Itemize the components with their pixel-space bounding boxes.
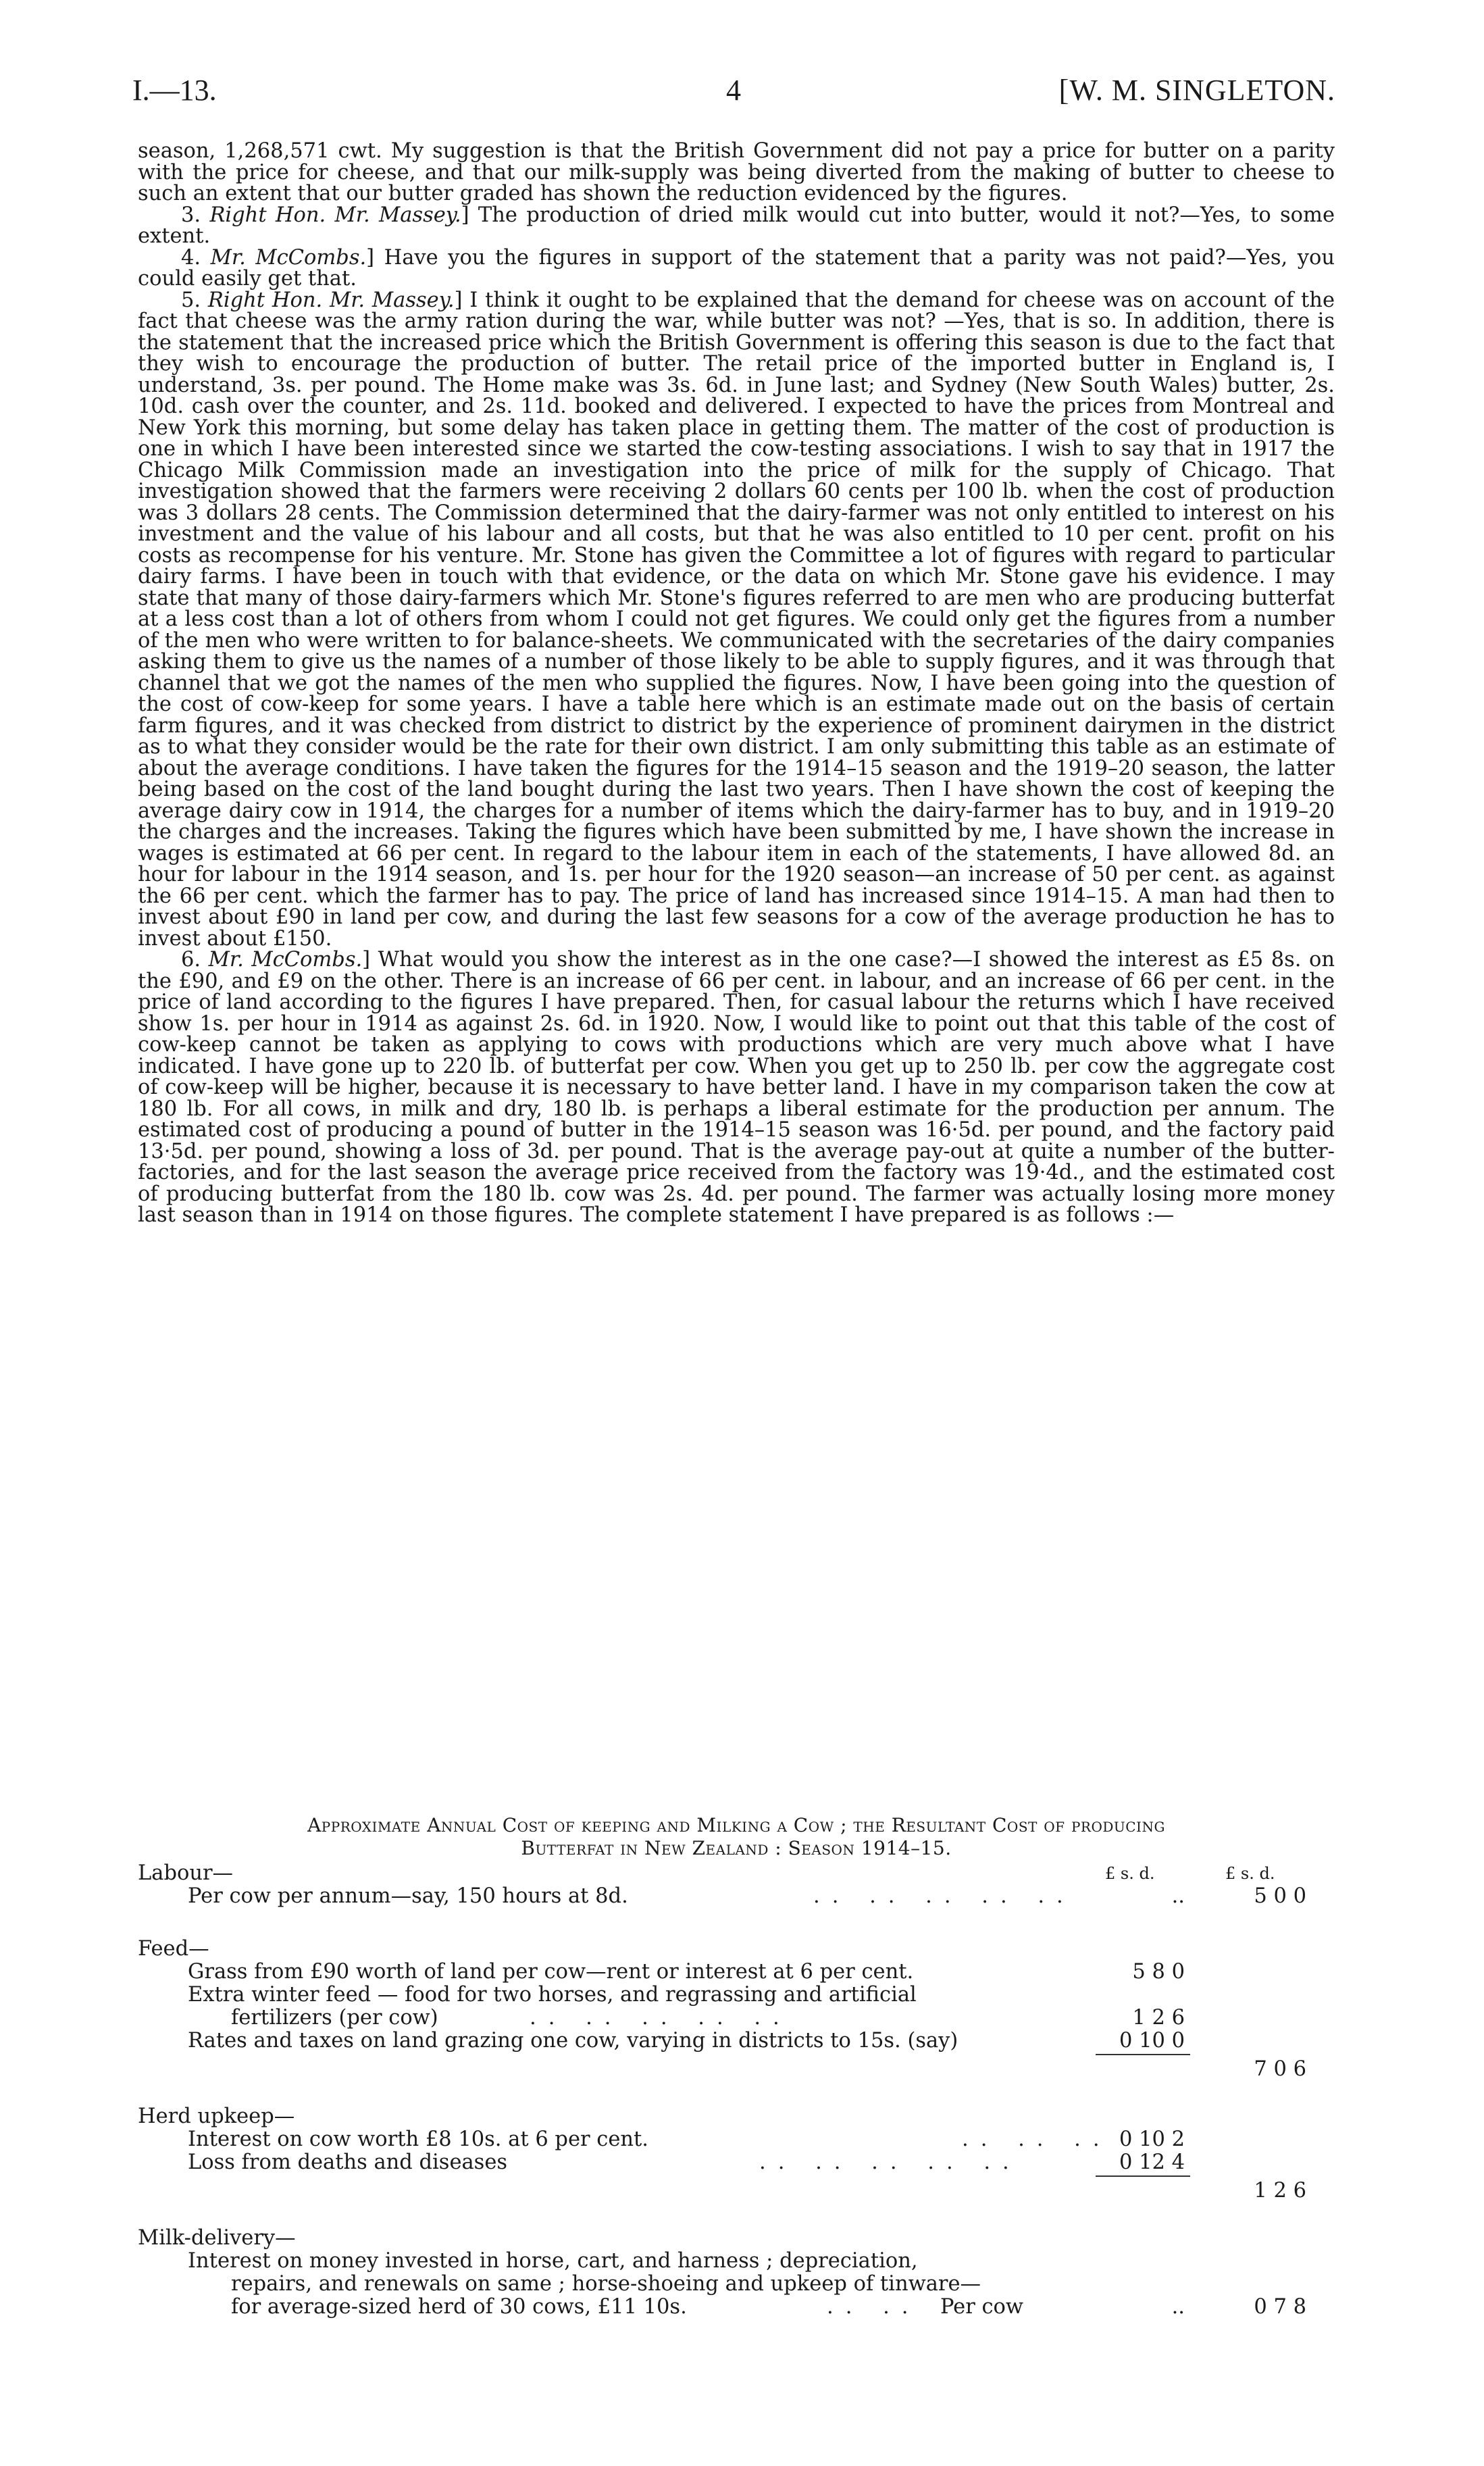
page-number: 4 xyxy=(726,74,741,107)
herd-total: 1 2 6 xyxy=(1254,2179,1306,2203)
feed-item-1: Grass from £90 worth of land per cow—rent or interest at 6 per cent. xyxy=(188,1960,914,1984)
feed-item-1-row xyxy=(138,1961,1335,1984)
feed-total-row xyxy=(138,2053,1335,2081)
herd-item-2: Loss from deaths and diseases xyxy=(188,2150,508,2174)
herd-total-row xyxy=(138,2174,1335,2203)
paragraph-1: season, 1,268,571 cwt. My suggestion is that the British Government did not pay a price for butter on a parity with the price for cheese, and that our milk-supply was being diverted from the making of butter to cheese to such an extent that our butter graded has shown the reduction evidenced by the figures. xyxy=(138,139,1335,205)
milk-col2: 0 7 8 xyxy=(1254,2295,1306,2319)
herd-item-1-leader: .. .. .. xyxy=(962,2128,1112,2151)
feed-item-3-row xyxy=(138,2030,1335,2053)
milk-item-c: for average-sized herd of 30 cows, £11 10s. xyxy=(231,2295,687,2319)
milk-item-c-row xyxy=(138,2296,1335,2319)
coin-heads-col1: £ s. d. xyxy=(1105,1864,1155,1883)
speaker-name: Mr. McCombs. xyxy=(208,948,363,972)
evidence-text xyxy=(138,141,1335,1226)
labour-item: Per cow per annum—say, 150 hours at 8d. xyxy=(188,1884,628,1908)
speaker-name: Mr. McCombs. xyxy=(210,245,367,270)
herd-item-2-row xyxy=(138,2151,1335,2174)
feed-item-3: Rates and taxes on land grazing one cow, varying in districts to 15s. (say) xyxy=(188,2029,958,2053)
witness-name: [W. M. SINGLETON. xyxy=(1058,74,1335,107)
feed-item-2b: fertilizers (per cow) xyxy=(231,2006,438,2030)
herd-heading: Herd upkeep— xyxy=(138,2105,295,2128)
speaker-name: Right Hon. Mr. Massey. xyxy=(209,203,461,227)
milk-item-a-row xyxy=(138,2250,1335,2273)
labour-col2: 5 0 0 xyxy=(1254,1884,1306,1908)
feed-heading-row xyxy=(138,1938,1335,1961)
milk-leader: .. .. xyxy=(827,2295,921,2319)
feed-heading: Feed— xyxy=(138,1937,209,1961)
feed-item-2a: Extra winter feed — food for two horses, and regrassing and artificial xyxy=(188,1983,917,2007)
table-title-line-2: Butterfat in New Zealand : Season 1914–15. xyxy=(521,1837,952,1859)
table-title xyxy=(138,1814,1335,1860)
milk-item-b: repairs, and renewals on same ; horse-shoeing and upkeep of tinware— xyxy=(231,2272,981,2296)
page-reference: I.—13. xyxy=(132,74,217,107)
feed-item-1-col1: 5 8 0 xyxy=(1132,1960,1185,1984)
feed-total: 7 0 6 xyxy=(1254,2057,1306,2081)
labour-item-row xyxy=(138,1885,1335,1908)
coin-heads-col2: £ s. d. xyxy=(1225,1864,1275,1883)
milk-item-a: Interest on money invested in horse, cart, and harness ; depreciation, xyxy=(188,2249,918,2273)
herd-heading-row xyxy=(138,2105,1335,2128)
feed-item-2a-row xyxy=(138,1984,1335,2007)
table-title-line-1: Approximate Annual Cost of keeping and Milking a Cow ; the Resultant Cost of producing xyxy=(307,1814,1165,1836)
labour-leader: .. .. .. .. .. xyxy=(813,1884,1075,1908)
milk-heading: Milk-delivery— xyxy=(138,2226,296,2250)
feed-item-2-leader: .. .. .. .. .. xyxy=(530,2006,792,2030)
milk-col1: .. xyxy=(1171,2295,1185,2319)
feed-item-3-col1: 0 10 0 xyxy=(1119,2029,1185,2053)
labour-heading: Labour— xyxy=(138,1861,234,1885)
milk-heading-row xyxy=(138,2227,1335,2250)
labour-col1: .. xyxy=(1171,1884,1185,1908)
milk-per-cow: Per cow xyxy=(940,2295,1024,2319)
herd-item-1-col1: 0 10 2 xyxy=(1119,2128,1185,2151)
herd-item-2-leader: .. .. .. .. .. xyxy=(759,2150,1021,2174)
herd-item-1-row xyxy=(138,2128,1335,2151)
feed-item-2-col1: 1 2 6 xyxy=(1132,2006,1185,2030)
speaker-name: Right Hon. Mr. Massey. xyxy=(207,288,455,312)
paragraph-5: 5. Right Hon. Mr. Massey.] I think it ought to be explained that the demand for cheese was on account of the fact that cheese was the army ration during the war, while butter was not? —Yes, that is so. In addition, there is the statement that the increased price which the British Government is offering this season is due to the fact that they wish to encourage the production of butter. The retail price of the imported butter in England is, I understand, 3s. per pound. The Home make was 3s. 6d. in June last; and Sydney (New South Wales) butter, 2s. 10d. cash over the counter, and 2s. 11d. booked and delivered. I expected to have the prices from Montreal and New York this morning, but some delay has taken place in getting them. The matter of the cost of production is one in which I have been interested since we started the cow-testing associations. I wish to say that in 1917 the Chicago Milk Commission made an investigation into the price of milk for the supply of Chicago. That investigation showed that the farmers were receiving 2 dollars 60 cents per 100 lb. when the cost of production was 3 dollars 28 cents. The Commission determined that the dairy-farmer was not only entitled to interest on his investment and the value of his labour and all costs, but that he was also entitled to 10 per cent. profit on his costs as recompense for his venture. Mr. Stone has given the Committee a lot of figures with regard to particular dairy farms. I have been in touch with that evidence, or the data on which Mr. Stone gave his evidence. I may state that many of those dairy-farmers which Mr. Stone's figures referred to are men who are producing butterfat at a less cost than a lot of others from whom I could not get figures. We could only get the figures from a number of the men who were written to for balance-sheets. We communicated with the secretaries of the dairy companies asking them to give us the names of a number of those likely to be able to supply figures, and it was through that channel that we got the names of the men who supplied the figures. Now, I have been going into the question of the cost of cow-keep for some years. I have a table here which is an estimate made out on the basis of certain farm figures, and it was checked from district to district by the experience of prominent dairymen in the district as to what they consider would be the rate for their own district. I am only submitting this table as an estimate of about the average conditions. I have taken the figures for the 1914–15 season and the 1919–20 season, the latter being based on the cost of the land bought during the last two years. Then I have shown the cost of keeping the average dairy cow in 1914, the charges for a number of items which the dairy-farmer has to buy, and in 1919–20 the charges and the increases. Taking the figures which have been submitted by me, I have shown the increase in wages is estimated at 66 per cent. In regard to the labour item in each of the statements, I have allowed 8d. an hour for labour in the 1914 season, and 1s. per hour for the 1920 season—an increase of 50 per cent. as against the 66 per cent. which the farmer has to pay. The price of land has increased since 1914–15. A man had then to invest about £90 in land per cow, and during the last few seasons for a cow of the average production he has to invest about £150. xyxy=(138,288,1335,951)
labour-heading-row xyxy=(138,1862,1335,1885)
herd-item-2-col1: 0 12 4 xyxy=(1119,2150,1185,2174)
milk-item-b-row xyxy=(138,2273,1335,2296)
paragraph-6: 6. Mr. McCombs.] What would you show the interest as in the one case?—I showed the interest as £5 8s. on the £90, and £9 on the other. There is an increase of 66 per cent. in labour, and an increase of 66 per cent. in the price of land according to the figures I have prepared. Then, for casual labour the returns which I have received show 1s. per hour in 1914 as against 2s. 6d. in 1920. Now, I would like to point out that this table of the cost of cow-keep cannot be taken as applying to cows with productions which are very much above what I have indicated. I have gone up to 220 lb. of butterfat per cow. When you get up to 250 lb. per cow the aggregate cost of cow-keep will be higher, because it is necessary to have better land. I have in my comparison taken the cow at 180 lb. For all cows, in milk and dry, 180 lb. is perhaps a liberal estimate for the production per annum. The estimated cost of producing a pound of butter in the 1914–15 season was 16·5d. per pound, and the factory paid 13·5d. per pound, showing a loss of 3d. per pound. That is the average pay-out at quite a number of the butter-factories, and for the last season the average price received from the factory was 19·4d., and the estimated cost of producing butterfat from the 180 lb. cow was 2s. 4d. per pound. The farmer was actually losing more money last season than in 1914 on those figures. The complete statement I have prepared is as follows :— xyxy=(138,948,1335,1227)
feed-item-2b-row xyxy=(138,2007,1335,2030)
paragraph-4: 4. Mr. McCombs.] Have you the figures in support of the statement that a parity was not paid?—Yes, you could easily get that. xyxy=(138,245,1335,291)
herd-item-1: Interest on cow worth £8 10s. at 6 per cent. xyxy=(188,2128,648,2151)
paragraph-3: 3. Right Hon. Mr. Massey.] The production of dried milk would cut into butter, would it not?—Yes, to some extent. xyxy=(138,203,1335,248)
cost-table xyxy=(138,1862,1335,2319)
